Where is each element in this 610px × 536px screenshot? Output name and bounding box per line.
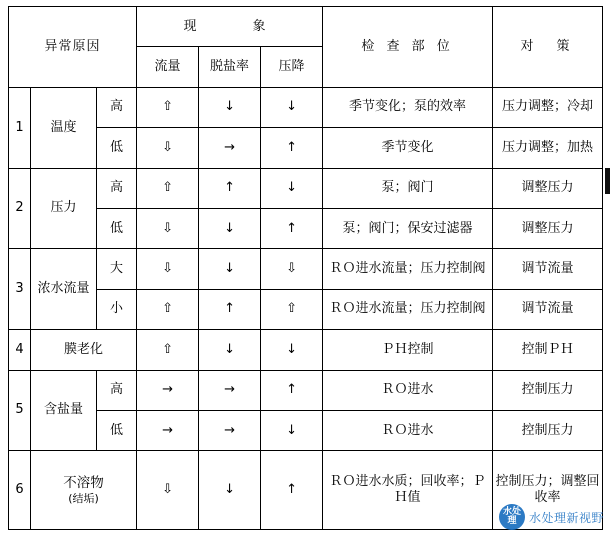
table-row <box>9 209 603 249</box>
check-point-text: 泵；阀门 <box>323 168 493 208</box>
header-check-point: 检 查 部 位 <box>323 7 493 88</box>
measure-text: 调节流量 <box>493 289 603 329</box>
pressure-drop-indicator: ↑ <box>261 451 323 530</box>
measure-text: 控制ＰＨ <box>493 330 603 370</box>
pressure-drop-indicator: ↑ <box>261 128 323 168</box>
pressure-drop-indicator: ↓ <box>261 411 323 451</box>
row-number: 2 <box>9 168 31 249</box>
table-row <box>9 168 603 208</box>
table-row <box>9 330 603 370</box>
cause-name: 膜老化 <box>31 330 137 370</box>
measure-text: 调整压力 <box>493 209 603 249</box>
pressure-drop-indicator: ↑ <box>261 209 323 249</box>
cause-name: 压力 <box>31 168 97 249</box>
check-point-text: 季节变化 <box>323 128 493 168</box>
flow-indicator: ⇧ <box>137 87 199 127</box>
cause-sub-label: 高 <box>97 168 137 208</box>
cause-sub-label: 低 <box>97 128 137 168</box>
cause-name-note: (结垢) <box>68 491 99 505</box>
header-salt-rejection: 脱盐率 <box>199 47 261 87</box>
measure-text: 控制压力 <box>493 411 603 451</box>
salt-rejection-indicator: ↓ <box>199 330 261 370</box>
header-pressure-drop: 压降 <box>261 47 323 87</box>
table-row <box>9 87 603 127</box>
salt-rejection-indicator: → <box>199 370 261 410</box>
fault-diagnosis-table <box>8 6 603 530</box>
flow-indicator: ⇩ <box>137 249 199 289</box>
flow-indicator: → <box>137 370 199 410</box>
cause-name: 温度 <box>31 87 97 168</box>
row-number: 1 <box>9 87 31 168</box>
header-measure: 对 策 <box>493 7 603 88</box>
header-phenomenon: 现 象 <box>137 7 323 47</box>
table-header-row-1 <box>9 7 603 47</box>
measure-text: 调整压力 <box>493 168 603 208</box>
table-row <box>9 411 603 451</box>
flow-indicator: ⇩ <box>137 128 199 168</box>
pressure-drop-indicator: ⇧ <box>261 289 323 329</box>
salt-rejection-indicator: ↑ <box>199 289 261 329</box>
cause-name: 浓水流量 <box>31 249 97 330</box>
salt-rejection-indicator: → <box>199 128 261 168</box>
flow-indicator: ⇩ <box>137 209 199 249</box>
table-row <box>9 128 603 168</box>
check-point-text: 泵；阀门；保安过滤器 <box>323 209 493 249</box>
row-number: 3 <box>9 249 31 330</box>
check-point-text: ＲＯ进水 <box>323 411 493 451</box>
cause-sub-label: 高 <box>97 370 137 410</box>
salt-rejection-indicator: ↓ <box>199 87 261 127</box>
header-cause: 异常原因 <box>9 7 137 88</box>
cause-name: 不溶物 <box>63 474 104 491</box>
flow-indicator: ⇧ <box>137 168 199 208</box>
table-row <box>9 249 603 289</box>
measure-text: 压力调整；加热 <box>493 128 603 168</box>
cause-sub-label: 小 <box>97 289 137 329</box>
cause-sub-label: 高 <box>97 87 137 127</box>
row-number: 6 <box>9 451 31 530</box>
pressure-drop-indicator: ↑ <box>261 370 323 410</box>
table-row <box>9 289 603 329</box>
pressure-drop-indicator: ↓ <box>261 168 323 208</box>
check-point-text: ＰＨ控制 <box>323 330 493 370</box>
salt-rejection-indicator: ↑ <box>199 168 261 208</box>
watermark-text: 水处理新视野 <box>528 510 604 525</box>
salt-rejection-indicator: ↓ <box>199 451 261 530</box>
cause-sub-label: 低 <box>97 411 137 451</box>
check-point-text: 季节变化；泵的效率 <box>323 87 493 127</box>
flow-indicator: ⇧ <box>137 330 199 370</box>
header-flow: 流量 <box>137 47 199 87</box>
cause-sub-label: 低 <box>97 209 137 249</box>
salt-rejection-indicator: → <box>199 411 261 451</box>
table-row <box>9 451 603 530</box>
salt-rejection-indicator: ↓ <box>199 209 261 249</box>
flow-indicator: ⇩ <box>137 451 199 530</box>
row-number: 4 <box>9 330 31 370</box>
pressure-drop-indicator: ↓ <box>261 330 323 370</box>
measure-text: 压力调整；冷却 <box>493 87 603 127</box>
table-row <box>9 370 603 410</box>
cause-name: 含盐量 <box>31 370 97 451</box>
check-point-text: ＲＯ进水流量；压力控制阀 <box>323 249 493 289</box>
pressure-drop-indicator: ↓ <box>261 87 323 127</box>
flow-indicator: → <box>137 411 199 451</box>
cause-name-cell <box>31 451 137 530</box>
salt-rejection-indicator: ↓ <box>199 249 261 289</box>
row-number: 5 <box>9 370 31 451</box>
scan-edge-mark <box>605 168 610 194</box>
cause-sub-label: 大 <box>97 249 137 289</box>
watermark-logo-icon: 水处理 <box>499 504 525 530</box>
check-point-text: ＲＯ进水流量；压力控制阀 <box>323 289 493 329</box>
measure-text: 调节流量 <box>493 249 603 289</box>
check-point-text: ＲＯ进水 <box>323 370 493 410</box>
pressure-drop-indicator: ⇩ <box>261 249 323 289</box>
fault-diagnosis-table-container <box>8 6 602 530</box>
measure-text: 控制压力 <box>493 370 603 410</box>
measure-text: 控制压力；调整回收率 <box>493 451 603 530</box>
check-point-text: ＲＯ进水水质；回收率；ＰＨ值 <box>323 451 493 530</box>
flow-indicator: ⇧ <box>137 289 199 329</box>
